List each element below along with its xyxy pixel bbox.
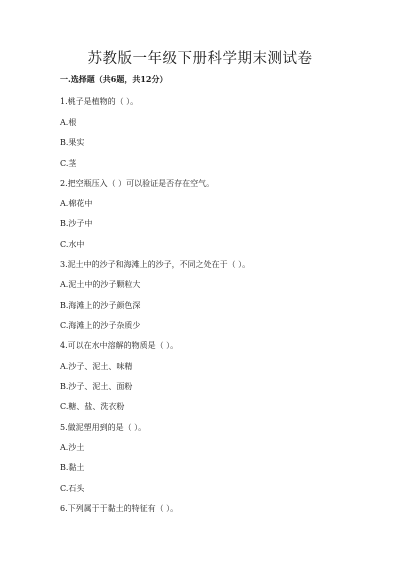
question-5-stem: 5.做泥塑用到的是（ ）。 <box>60 423 147 432</box>
question-4-option-a: A.沙子、泥土、味精 <box>60 362 133 371</box>
question-1-option-c: C.茎 <box>60 159 77 168</box>
question-5-option-a: A.沙土 <box>60 443 85 452</box>
question-1-option-a: A.根 <box>60 118 77 127</box>
question-4-option-c: C.糖、盐、洗衣粉 <box>60 402 125 411</box>
question-1-stem: 1.桃子是植物的（ ）。 <box>60 97 139 106</box>
question-2-stem: 2.把空瓶压入（ ）可以验证是否存在空气。 <box>60 179 215 188</box>
question-4-stem: 4.可以在水中溶解的物质是（ ）。 <box>60 341 179 350</box>
section-heading: 一.选择题（共6题，共12分） <box>60 74 168 84</box>
question-2-option-c: C.水中 <box>60 240 85 249</box>
question-2-option-b: B.沙子中 <box>60 219 93 228</box>
question-3-option-c: C.海滩上的沙子杂质少 <box>60 321 141 330</box>
question-5-option-c: C.石头 <box>60 484 85 493</box>
question-3-option-b: B.海滩上的沙子颜色深 <box>60 301 141 310</box>
question-4-option-b: B.沙子、泥土、面粉 <box>60 382 133 391</box>
question-3-option-a: A.泥土中的沙子颗粒大 <box>60 280 141 289</box>
page-title: 苏教版一年级下册科学期末测试卷 <box>87 51 313 67</box>
question-5-option-b: B.黏土 <box>60 463 85 472</box>
question-1-option-b: B.果实 <box>60 138 85 147</box>
question-2-option-a: A.棉花中 <box>60 199 93 208</box>
question-6-stem: 6.下列属于于黏土的特征有（ ）。 <box>60 504 179 513</box>
question-3-stem: 3.泥土中的沙子和海滩上的沙子，不同之处在于（ ）。 <box>60 260 251 269</box>
